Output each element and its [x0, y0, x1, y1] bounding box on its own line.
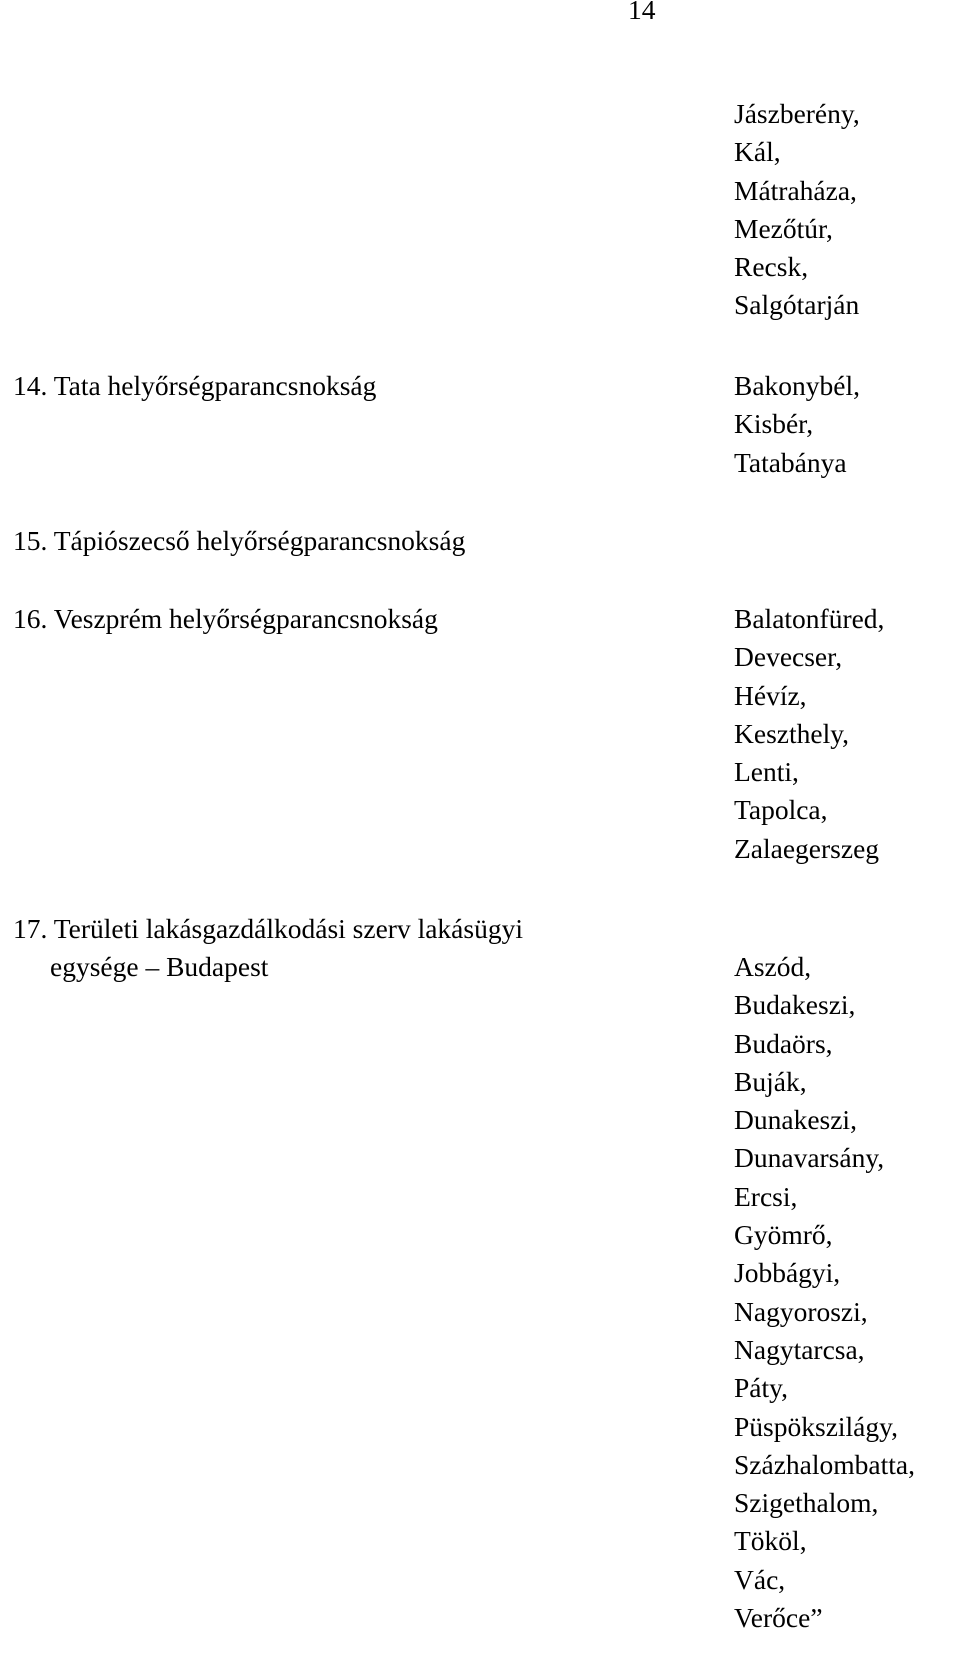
page-number: 14	[628, 0, 656, 25]
unit-entry	[13, 910, 523, 987]
place-item: Lenti,	[734, 756, 799, 788]
place-item: Nagyoroszi,	[734, 1295, 868, 1327]
place-item: Aszód,	[734, 951, 812, 982]
unit-title-continued: egysége – Budapest	[50, 951, 269, 983]
place-item: Zalaegerszeg	[734, 832, 880, 864]
place-item: Salgótarján	[734, 289, 860, 321]
place-list	[734, 600, 884, 868]
place-item: Mátraháza,	[734, 174, 857, 206]
unit-title: 15. Tápiószecső helyőrségparancsnokság	[13, 525, 466, 556]
place-item: Mezőtúr,	[734, 212, 833, 244]
place-item: Verőce”	[734, 1602, 823, 1634]
unit-title: 17. Területi lakásgazdálkodási szerv lakásügyi	[13, 913, 523, 944]
unit-entry	[13, 522, 465, 560]
place-item: Kisbér,	[734, 408, 814, 440]
place-item: Tököl,	[734, 1525, 807, 1557]
place-item: Tatabánya	[734, 446, 847, 478]
place-item: Recsk,	[734, 251, 809, 283]
place-item: Kál,	[734, 136, 781, 168]
place-item: Hévíz,	[734, 679, 807, 711]
place-item: Jászberény,	[734, 98, 860, 129]
place-item: Bakonybél,	[734, 370, 861, 401]
place-list	[734, 367, 860, 482]
place-item: Gyömrő,	[734, 1219, 833, 1251]
place-item: Nagytarcsa,	[734, 1333, 865, 1365]
place-item: Tapolca,	[734, 794, 828, 826]
place-item: Vác,	[734, 1563, 786, 1595]
place-item: Dunavarsány,	[734, 1142, 885, 1174]
place-item: Devecser,	[734, 641, 843, 673]
place-item: Balatonfüred,	[734, 603, 885, 634]
place-item: Budaörs,	[734, 1027, 833, 1059]
place-item: Páty,	[734, 1372, 788, 1404]
place-item: Püspökszilágy,	[734, 1410, 898, 1442]
place-item: Buják,	[734, 1065, 807, 1097]
unit-entry	[13, 367, 376, 405]
place-list-continued	[734, 95, 860, 325]
place-list	[734, 948, 915, 1637]
unit-title: 14. Tata helyőrségparancsnokság	[13, 370, 377, 401]
unit-entry	[13, 600, 438, 638]
place-item: Keszthely,	[734, 717, 850, 749]
place-item: Jobbágyi,	[734, 1257, 841, 1289]
place-item: Százhalombatta,	[734, 1448, 915, 1480]
place-item: Dunakeszi,	[734, 1104, 857, 1136]
place-item: Ercsi,	[734, 1180, 798, 1212]
unit-title: 16. Veszprém helyőrségparancsnokság	[13, 603, 438, 634]
place-item: Szigethalom,	[734, 1487, 879, 1519]
place-item: Budakeszi,	[734, 989, 856, 1021]
